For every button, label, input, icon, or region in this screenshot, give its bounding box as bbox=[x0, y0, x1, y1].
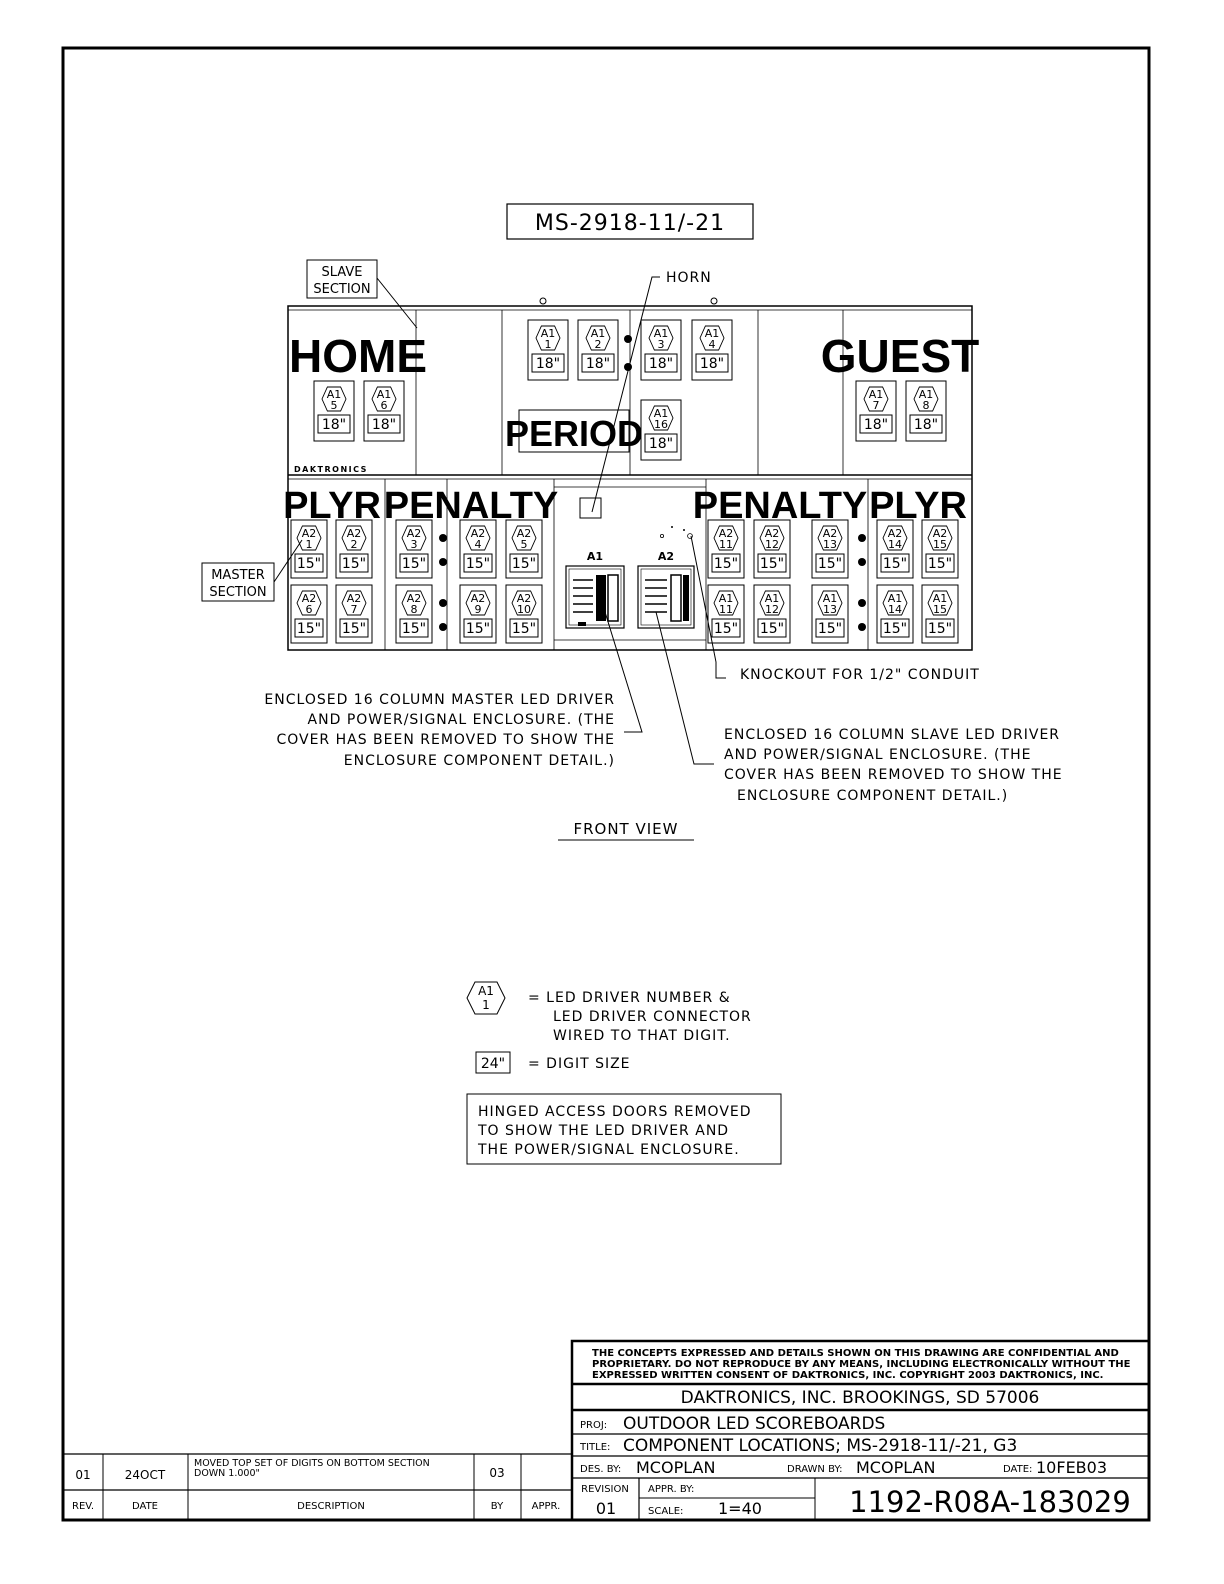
company-line: DAKTRONICS, INC. BROOKINGS, SD 57006 bbox=[680, 1388, 1040, 1408]
colon-dot bbox=[858, 558, 866, 566]
model-label: MS-2918-11/-21 bbox=[534, 211, 726, 236]
connector-number: 5 bbox=[520, 538, 528, 551]
appr-label: APPR. BY: bbox=[648, 1484, 695, 1495]
legend-symbol-drv: A1 bbox=[478, 984, 494, 998]
horn-label: HORN bbox=[666, 270, 712, 286]
title-block bbox=[572, 1341, 1149, 1520]
colon-dot bbox=[858, 534, 866, 542]
connector-number: 5 bbox=[330, 399, 338, 412]
drawn-value: MCOPLAN bbox=[856, 1458, 936, 1477]
connector-number: 15 bbox=[933, 538, 947, 551]
rev-row-desc-line2: DOWN 1.000" bbox=[194, 1468, 260, 1479]
digit-module-bottom bbox=[754, 585, 790, 643]
rev-header-rev: REV. bbox=[72, 1501, 94, 1512]
legend-size-value: 24" bbox=[480, 1056, 506, 1072]
home-caption: HOME bbox=[289, 330, 427, 382]
driver-id: A2 bbox=[764, 527, 780, 540]
colon-dot bbox=[624, 363, 632, 371]
driver-id: A1 bbox=[653, 327, 669, 340]
driver-id: A1 bbox=[918, 388, 934, 401]
revision-label: REVISION bbox=[581, 1484, 629, 1495]
digit-size: 18" bbox=[585, 356, 611, 372]
digit-size: 15" bbox=[465, 621, 491, 637]
digit-module-bottom bbox=[336, 585, 372, 643]
front-view-caption: FRONT VIEW bbox=[573, 820, 679, 838]
slave-note-line1: ENCLOSED 16 COLUMN SLAVE LED DRIVER bbox=[724, 727, 1061, 743]
rev-header-description: DESCRIPTION bbox=[297, 1501, 365, 1512]
slave-section-callout bbox=[307, 260, 417, 328]
driver-id: A1 bbox=[653, 407, 669, 420]
connector-number: 3 bbox=[657, 338, 665, 351]
connector-number: 4 bbox=[474, 538, 482, 551]
legend-size-text: = DIGIT SIZE bbox=[528, 1056, 631, 1072]
connector-number: 9 bbox=[474, 603, 482, 616]
driver-id: A2 bbox=[470, 592, 486, 605]
title-value: COMPONENT LOCATIONS; MS-2918-11/-21, G3 bbox=[623, 1436, 1018, 1456]
digit-module-bottom bbox=[922, 520, 958, 578]
hinged-note-line1: HINGED ACCESS DOORS REMOVED bbox=[478, 1104, 752, 1120]
digit-size: 15" bbox=[296, 621, 322, 637]
notice-line3: EXPRESSED WRITTEN CONSENT OF DAKTRONICS, INC. COPYRIGHT 2003 DAKTRONICS, INC. bbox=[592, 1370, 1104, 1381]
driver-id: A2 bbox=[346, 592, 362, 605]
digit-module-bottom bbox=[506, 585, 542, 643]
driver-id: A1 bbox=[887, 592, 903, 605]
proj-label: PROJ: bbox=[580, 1420, 608, 1431]
enclosure-a1-label: A1 bbox=[586, 550, 604, 563]
connector-number: 8 bbox=[922, 399, 930, 412]
master-note-line4: ENCLOSURE COMPONENT DETAIL.) bbox=[343, 753, 615, 769]
connector-number: 1 bbox=[544, 338, 552, 351]
digit-module-bottom bbox=[812, 520, 848, 578]
digit-size: 15" bbox=[511, 556, 537, 572]
connector-number: 13 bbox=[823, 538, 837, 551]
legend-symbol-num: 1 bbox=[482, 998, 490, 1012]
scale-value: 1=40 bbox=[718, 1499, 762, 1518]
plyr-left-caption: PLYR bbox=[283, 485, 381, 527]
digit-size: 18" bbox=[863, 417, 889, 433]
master-note-line2: AND POWER/SIGNAL ENCLOSURE. (THE bbox=[307, 712, 615, 728]
digit-size: 15" bbox=[927, 621, 953, 637]
driver-id: A1 bbox=[590, 327, 606, 340]
connector-number: 1 bbox=[305, 538, 313, 551]
digit-module-bottom bbox=[396, 585, 432, 643]
driver-id: A1 bbox=[932, 592, 948, 605]
penalty-left-caption: PENALTY bbox=[383, 485, 559, 527]
legend-symbol-line2: LED DRIVER CONNECTOR bbox=[553, 1009, 752, 1025]
digit-size: 18" bbox=[535, 356, 561, 372]
driver-id: A1 bbox=[868, 388, 884, 401]
hinged-note-line3: THE POWER/SIGNAL ENCLOSURE. bbox=[478, 1142, 740, 1158]
connector-number: 7 bbox=[350, 603, 358, 616]
digit-module-top bbox=[856, 381, 896, 441]
enclosure-a2 bbox=[638, 566, 694, 628]
penalty-right-caption: PENALTY bbox=[692, 485, 868, 527]
digit-module-top bbox=[692, 320, 732, 380]
driver-id: A2 bbox=[718, 527, 734, 540]
connector-number: 14 bbox=[888, 603, 902, 616]
digit-module-top bbox=[528, 320, 568, 380]
connector-number: 7 bbox=[872, 399, 880, 412]
driver-id: A1 bbox=[376, 388, 392, 401]
digit-module-top bbox=[578, 320, 618, 380]
slave-enclosure-note bbox=[656, 612, 1063, 804]
digit-size: 15" bbox=[401, 556, 427, 572]
digit-size: 18" bbox=[699, 356, 725, 372]
connector-number: 12 bbox=[765, 603, 779, 616]
digit-size: 15" bbox=[465, 556, 491, 572]
guest-caption: GUEST bbox=[820, 330, 980, 382]
enclosure-a1 bbox=[566, 566, 624, 628]
digit-module-bottom bbox=[708, 585, 744, 643]
date-value: 10FEB03 bbox=[1036, 1458, 1108, 1477]
slave-note-line2: AND POWER/SIGNAL ENCLOSURE. (THE bbox=[724, 747, 1032, 763]
digit-size: 18" bbox=[321, 417, 347, 433]
rev-row-rev: 01 bbox=[75, 1468, 91, 1482]
digit-size: 15" bbox=[817, 556, 843, 572]
connector-number: 13 bbox=[823, 603, 837, 616]
driver-id: A1 bbox=[540, 327, 556, 340]
driver-id: A1 bbox=[326, 388, 342, 401]
enclosure-a2-label: A2 bbox=[657, 550, 675, 563]
driver-id: A2 bbox=[406, 527, 422, 540]
digit-module-bottom bbox=[812, 585, 848, 643]
master-callout-line2: SECTION bbox=[209, 585, 267, 600]
digit-module-bottom bbox=[460, 585, 496, 643]
scoreboard bbox=[283, 298, 979, 650]
rev-header-date: DATE bbox=[131, 1501, 159, 1512]
digit-size: 15" bbox=[341, 556, 367, 572]
digit-size: 18" bbox=[913, 417, 939, 433]
digit-module-bottom bbox=[396, 520, 432, 578]
driver-id: A1 bbox=[764, 592, 780, 605]
revision-value: 01 bbox=[595, 1499, 617, 1518]
connector-number: 6 bbox=[305, 603, 313, 616]
colon-dot bbox=[439, 623, 447, 631]
connector-number: 12 bbox=[765, 538, 779, 551]
connector-number: 11 bbox=[719, 603, 733, 616]
digit-module-bottom bbox=[708, 520, 744, 578]
colon-dot bbox=[858, 623, 866, 631]
legend bbox=[467, 982, 781, 1164]
digit-module-bottom bbox=[754, 520, 790, 578]
connector-number: 2 bbox=[594, 338, 602, 351]
connector-number: 3 bbox=[410, 538, 418, 551]
digit-module-bottom bbox=[506, 520, 542, 578]
rev-header-by: BY bbox=[490, 1501, 504, 1512]
connector-number: 10 bbox=[517, 603, 531, 616]
digit-module-bottom bbox=[877, 585, 913, 643]
sheet-border bbox=[63, 48, 1149, 1520]
legend-symbol-line1: = LED DRIVER NUMBER & bbox=[528, 990, 731, 1006]
digit-module-bottom bbox=[877, 520, 913, 578]
rev-row-desc-line1: MOVED TOP SET OF DIGITS ON BOTTOM SECTION bbox=[194, 1458, 430, 1469]
master-section-callout bbox=[202, 540, 302, 601]
digit-module-top bbox=[364, 381, 404, 441]
master-note-line1: ENCLOSED 16 COLUMN MASTER LED DRIVER bbox=[264, 692, 615, 708]
colon-dot bbox=[439, 599, 447, 607]
master-callout-line1: MASTER bbox=[211, 568, 265, 583]
rev-row-by: 03 bbox=[489, 1466, 505, 1480]
rev-row-date: 24OCT bbox=[124, 1468, 166, 1482]
digit-size: 15" bbox=[511, 621, 537, 637]
slave-callout-line2: SECTION bbox=[313, 282, 371, 297]
rev-header-appr: APPR. bbox=[531, 1501, 561, 1512]
connector-number: 16 bbox=[654, 418, 668, 431]
connector-number: 8 bbox=[410, 603, 418, 616]
driver-id: A1 bbox=[718, 592, 734, 605]
digit-size: 15" bbox=[341, 621, 367, 637]
digit-size: 15" bbox=[882, 621, 908, 637]
revision-table bbox=[63, 1454, 572, 1520]
driver-id: A2 bbox=[346, 527, 362, 540]
digit-size: 15" bbox=[401, 621, 427, 637]
digit-size: 15" bbox=[817, 621, 843, 637]
proj-value: OUTDOOR LED SCOREBOARDS bbox=[623, 1414, 886, 1434]
driver-id: A1 bbox=[822, 592, 838, 605]
plyr-right-caption: PLYR bbox=[869, 485, 967, 527]
legend-symbol-line3: WIRED TO THAT DIGIT. bbox=[553, 1028, 731, 1044]
digit-size: 18" bbox=[371, 417, 397, 433]
digit-size: 18" bbox=[648, 356, 674, 372]
connector-number: 11 bbox=[719, 538, 733, 551]
drawn-label: DRAWN BY: bbox=[787, 1464, 843, 1475]
connector-number: 4 bbox=[708, 338, 716, 351]
des-label: DES. BY: bbox=[580, 1464, 622, 1475]
colon-dot bbox=[439, 558, 447, 566]
driver-id: A2 bbox=[516, 527, 532, 540]
digit-size: 18" bbox=[648, 436, 674, 452]
knockout-label: KNOCKOUT FOR 1/2" CONDUIT bbox=[740, 667, 980, 683]
digit-module-top bbox=[906, 381, 946, 441]
scale-label: SCALE: bbox=[648, 1506, 684, 1517]
digit-module-bottom bbox=[291, 585, 327, 643]
digit-size: 15" bbox=[882, 556, 908, 572]
digit-size: 15" bbox=[296, 556, 322, 572]
colon-dot bbox=[439, 534, 447, 542]
driver-id: A2 bbox=[301, 527, 317, 540]
horn-box bbox=[580, 498, 601, 518]
notice-line1: THE CONCEPTS EXPRESSED AND DETAILS SHOWN ON THIS DRAWING ARE CONFIDENTIAL AND bbox=[592, 1348, 1119, 1359]
digit-size: 15" bbox=[759, 556, 785, 572]
daktronics-brand: DAKTRONICS bbox=[294, 465, 368, 474]
driver-id: A2 bbox=[516, 592, 532, 605]
driver-id: A2 bbox=[822, 527, 838, 540]
master-note-line3: COVER HAS BEEN REMOVED TO SHOW THE bbox=[276, 732, 615, 748]
driver-id: A2 bbox=[406, 592, 422, 605]
drawing-number: 1192-R08A-183029 bbox=[849, 1485, 1131, 1519]
colon-dot bbox=[858, 599, 866, 607]
digit-module-top bbox=[314, 381, 354, 441]
driver-id: A1 bbox=[704, 327, 720, 340]
digit-module-top bbox=[641, 320, 681, 380]
connector-number: 15 bbox=[933, 603, 947, 616]
driver-id: A2 bbox=[932, 527, 948, 540]
title-label: TITLE: bbox=[580, 1442, 611, 1453]
colon-dot bbox=[624, 335, 632, 343]
connector-number: 6 bbox=[380, 399, 388, 412]
connector-number: 2 bbox=[350, 538, 358, 551]
digit-size: 15" bbox=[927, 556, 953, 572]
hinged-note-line2: TO SHOW THE LED DRIVER AND bbox=[478, 1123, 730, 1139]
connector-number: 14 bbox=[888, 538, 902, 551]
digit-module-bottom bbox=[922, 585, 958, 643]
digit-module-top bbox=[641, 400, 681, 460]
digit-module-bottom bbox=[460, 520, 496, 578]
digit-module-bottom bbox=[336, 520, 372, 578]
des-value: MCOPLAN bbox=[636, 1458, 716, 1477]
slave-callout-line1: SLAVE bbox=[321, 265, 363, 280]
date-label: DATE: bbox=[1003, 1464, 1033, 1475]
driver-id: A2 bbox=[887, 527, 903, 540]
notice-line2: PROPRIETARY. DO NOT REPRODUCE BY ANY MEANS, INCLUDING ELECTRONICALLY WITHOUT THE bbox=[592, 1359, 1131, 1370]
period-caption: PERIOD bbox=[504, 413, 644, 454]
digit-size: 15" bbox=[713, 621, 739, 637]
driver-id: A2 bbox=[470, 527, 486, 540]
slave-note-line3: COVER HAS BEEN REMOVED TO SHOW THE bbox=[724, 767, 1063, 783]
driver-id: A2 bbox=[301, 592, 317, 605]
digit-size: 15" bbox=[713, 556, 739, 572]
digit-size: 15" bbox=[759, 621, 785, 637]
slave-note-line4: ENCLOSURE COMPONENT DETAIL.) bbox=[737, 788, 1009, 804]
